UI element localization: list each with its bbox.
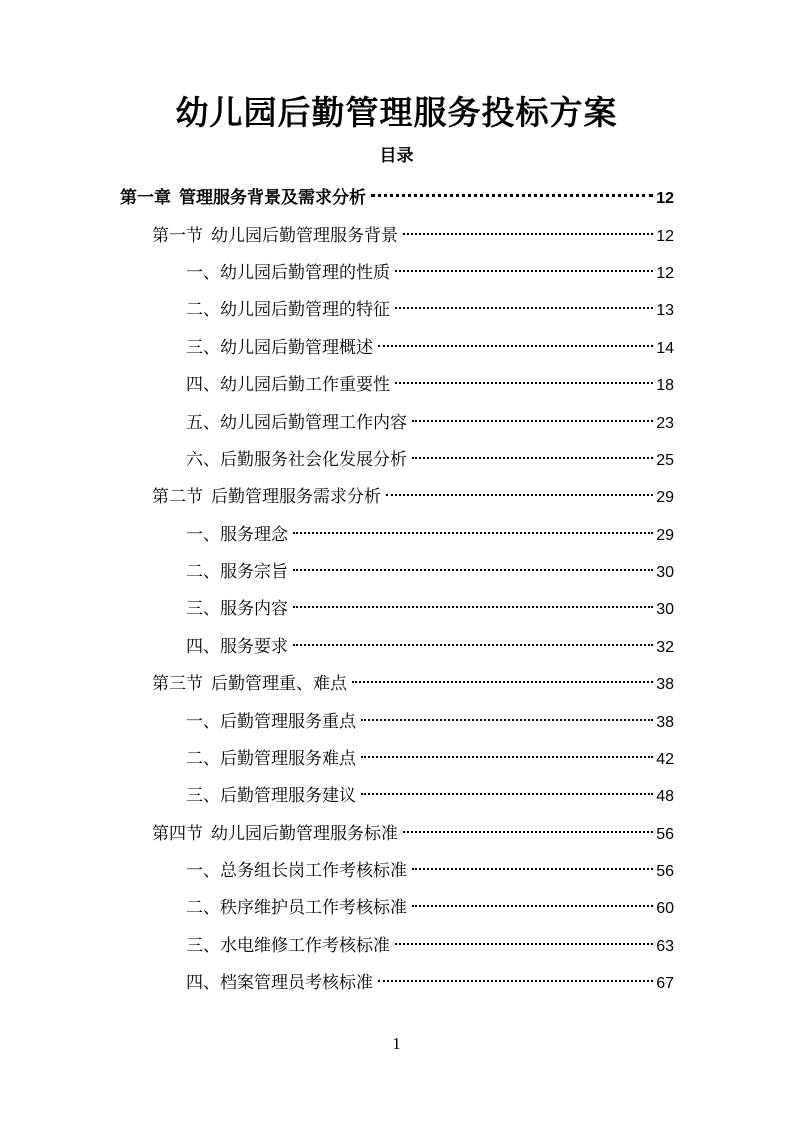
toc-heading: 目录 bbox=[379, 146, 414, 166]
toc-entry-title: 幼儿园后勤管理服务背景 bbox=[211, 226, 398, 246]
toc-entry-page: 23 bbox=[656, 415, 674, 432]
toc-entry-section-3[interactable] bbox=[152, 668, 674, 700]
toc-entry-number: 一、 bbox=[186, 525, 220, 545]
toc-entry-item[interactable] bbox=[186, 257, 674, 289]
toc-entry-item[interactable] bbox=[186, 407, 674, 439]
toc-entry-item[interactable] bbox=[186, 780, 674, 812]
dot-leader bbox=[395, 270, 653, 272]
dot-leader bbox=[412, 905, 653, 907]
toc-entry-section-4[interactable] bbox=[152, 818, 674, 850]
dot-leader bbox=[361, 719, 653, 721]
toc-entry-title: 水电维修工作考核标准 bbox=[220, 936, 390, 956]
toc-entry-page: 67 bbox=[656, 975, 674, 992]
toc-entry-number: 六、 bbox=[186, 450, 220, 470]
toc-entry-title: 后勤管理服务建议 bbox=[220, 786, 356, 806]
toc-entry-page: 12 bbox=[656, 265, 674, 282]
document-title: 幼儿园后勤管理服务投标方案 bbox=[175, 93, 618, 132]
dot-leader bbox=[412, 420, 653, 422]
toc-entry-item[interactable] bbox=[186, 444, 674, 476]
toc-entry-section-2[interactable] bbox=[152, 481, 674, 513]
toc-entry-page: 38 bbox=[656, 714, 674, 731]
dot-leader bbox=[293, 532, 653, 534]
dot-leader bbox=[395, 307, 653, 309]
dot-leader bbox=[403, 233, 653, 235]
toc-entry-item[interactable] bbox=[186, 519, 674, 551]
toc-entry-title: 幼儿园后勤管理概述 bbox=[220, 338, 373, 358]
toc-entry-page: 14 bbox=[656, 340, 674, 357]
toc-entry-title: 档案管理员考核标准 bbox=[220, 973, 373, 993]
dot-leader bbox=[378, 345, 653, 347]
toc-entry-title: 总务组长岗工作考核标准 bbox=[220, 861, 407, 881]
toc-entry-item[interactable] bbox=[186, 593, 674, 625]
toc-entry-item[interactable] bbox=[186, 369, 674, 401]
toc-entry-number: 第一章 bbox=[120, 188, 171, 208]
toc-entry-item[interactable] bbox=[186, 332, 674, 364]
toc-entry-title: 后勤管理服务难点 bbox=[220, 749, 356, 769]
toc-entry-title: 幼儿园后勤管理工作内容 bbox=[220, 413, 407, 433]
dot-leader bbox=[361, 793, 653, 795]
dot-leader bbox=[378, 980, 653, 982]
dot-leader bbox=[293, 606, 653, 608]
toc-entry-title: 后勤服务社会化发展分析 bbox=[220, 450, 407, 470]
dot-leader bbox=[361, 756, 653, 758]
toc-entry-number: 四、 bbox=[186, 973, 220, 993]
toc-entry-title: 服务要求 bbox=[220, 637, 288, 657]
page-number: 1 bbox=[392, 1034, 401, 1053]
toc-entry-item[interactable] bbox=[186, 706, 674, 738]
toc-entry-number: 第四节 bbox=[152, 824, 203, 844]
toc-entry-page: 38 bbox=[656, 676, 674, 693]
dot-leader bbox=[386, 494, 653, 496]
toc-entry-item[interactable] bbox=[186, 930, 674, 962]
toc-entry-number: 三、 bbox=[186, 936, 220, 956]
toc-entry-title: 幼儿园后勤管理的特征 bbox=[220, 300, 390, 320]
toc-entry-title: 幼儿园后勤管理的性质 bbox=[220, 263, 390, 283]
toc-entry-number: 一、 bbox=[186, 861, 220, 881]
toc-entry-title: 幼儿园后勤管理服务标准 bbox=[211, 824, 398, 844]
toc-entry-page: 30 bbox=[656, 564, 674, 581]
toc-entry-number: 第一节 bbox=[152, 226, 203, 246]
dot-leader bbox=[395, 382, 653, 384]
dot-leader bbox=[403, 831, 653, 833]
dot-leader bbox=[412, 868, 653, 870]
toc-entry-page: 60 bbox=[656, 900, 674, 917]
toc-entry-number: 四、 bbox=[186, 375, 220, 395]
toc-entry-item[interactable] bbox=[186, 892, 674, 924]
toc-entry-number: 二、 bbox=[186, 749, 220, 769]
toc-entry-page: 12 bbox=[656, 228, 674, 245]
toc-entry-number: 二、 bbox=[186, 562, 220, 582]
dot-leader bbox=[412, 457, 653, 459]
toc-entry-page: 29 bbox=[656, 489, 674, 506]
toc-entry-title: 管理服务背景及需求分析 bbox=[179, 188, 366, 208]
toc-entry-number: 三、 bbox=[186, 599, 220, 619]
toc-entry-title: 后勤管理服务需求分析 bbox=[211, 487, 381, 507]
toc-entry-page: 29 bbox=[656, 527, 674, 544]
toc-entry-title: 后勤管理服务重点 bbox=[220, 712, 356, 732]
toc-entry-page: 48 bbox=[656, 788, 674, 805]
toc-entry-item[interactable] bbox=[186, 743, 674, 775]
toc-entry-page: 63 bbox=[656, 938, 674, 955]
toc-entry-page: 18 bbox=[656, 377, 674, 394]
toc-entry-title: 服务理念 bbox=[220, 525, 288, 545]
toc-entry-number: 二、 bbox=[186, 300, 220, 320]
toc-entry-page: 25 bbox=[656, 452, 674, 469]
toc-entry-page: 13 bbox=[656, 302, 674, 319]
toc-entry-number: 一、 bbox=[186, 263, 220, 283]
toc-entry-title: 幼儿园后勤工作重要性 bbox=[220, 375, 390, 395]
toc-entry-item[interactable] bbox=[186, 556, 674, 588]
dot-leader bbox=[395, 943, 653, 945]
dot-leader bbox=[371, 194, 653, 197]
toc-entry-number: 三、 bbox=[186, 338, 220, 358]
toc-entry-section-1[interactable] bbox=[152, 220, 674, 252]
toc-entry-page: 30 bbox=[656, 601, 674, 618]
toc-entry-number: 五、 bbox=[186, 413, 220, 433]
toc-entry-page: 42 bbox=[656, 751, 674, 768]
toc-entry-number: 四、 bbox=[186, 637, 220, 657]
dot-leader bbox=[293, 644, 653, 646]
toc-entry-item[interactable] bbox=[186, 631, 674, 663]
toc-entry-page: 32 bbox=[656, 639, 674, 656]
toc-entry-page: 12 bbox=[656, 190, 674, 207]
toc-entry-item[interactable] bbox=[186, 294, 674, 326]
toc-entry-page: 56 bbox=[656, 826, 674, 843]
toc-entry-item[interactable] bbox=[186, 967, 674, 999]
toc-entry-number: 三、 bbox=[186, 786, 220, 806]
toc-entry-title: 后勤管理重、难点 bbox=[211, 674, 347, 694]
toc-entry-number: 一、 bbox=[186, 712, 220, 732]
dot-leader bbox=[352, 681, 653, 683]
toc-entry-chapter-1[interactable] bbox=[120, 182, 674, 214]
toc-entry-item[interactable] bbox=[186, 855, 674, 887]
toc-entry-number: 第三节 bbox=[152, 674, 203, 694]
toc-entry-number: 第二节 bbox=[152, 487, 203, 507]
toc-entry-title: 服务宗旨 bbox=[220, 562, 288, 582]
dot-leader bbox=[293, 569, 653, 571]
toc-entry-title: 秩序维护员工作考核标准 bbox=[220, 898, 407, 918]
toc-entry-title: 服务内容 bbox=[220, 599, 288, 619]
toc-entry-page: 56 bbox=[656, 863, 674, 880]
toc-entry-number: 二、 bbox=[186, 898, 220, 918]
